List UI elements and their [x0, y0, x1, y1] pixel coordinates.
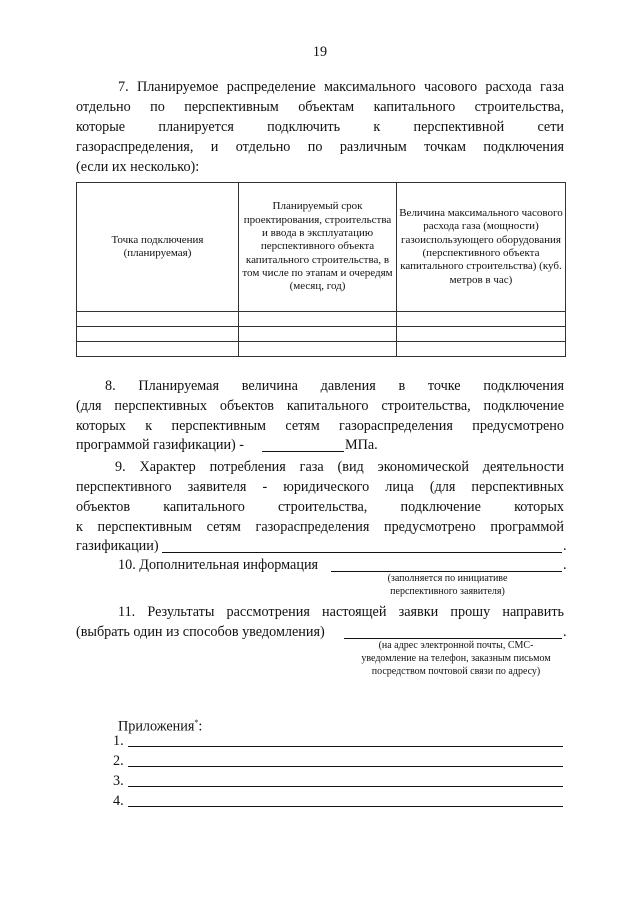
- item7-line-3: которые планируется подключить к перспективной сети: [76, 119, 564, 135]
- table-cell[interactable]: [397, 342, 566, 357]
- table-cell[interactable]: [397, 312, 566, 327]
- item9-line-1: 9. Характер потребления газа (вид экономической деятельности: [115, 459, 564, 475]
- col-header-max-gas-flow: Величина максимального часового расхода газа (мощности) газоиспользующего оборудования (перспективного объекта капитального строительства) (куб. метров в час): [397, 183, 566, 312]
- pressure-unit: МПа.: [345, 437, 378, 453]
- attachment-number: 2.: [113, 753, 124, 769]
- table-cell[interactable]: [239, 342, 397, 357]
- table-cell[interactable]: [239, 312, 397, 327]
- item7-line-5: (если их несколько):: [76, 159, 200, 175]
- table-cell[interactable]: [77, 327, 239, 342]
- attachments-title: Приложения: [118, 718, 195, 735]
- item9-line-2: перспективного заявителя - юридического лица (для перспективных: [76, 479, 564, 495]
- item8-line-1: 8. Планируемая величина давления в точке подключения: [105, 378, 564, 394]
- attachments-footnote-mark: *: [194, 718, 199, 727]
- item11-line-1: 11. Результаты рассмотрения настоящей заявки прошу направить: [118, 604, 564, 620]
- table-row: [77, 312, 566, 327]
- page-number: 19: [312, 44, 328, 60]
- item7-line-2: отдельно по перспективным объектам капитального строительства,: [76, 99, 564, 115]
- table-header-row: [77, 183, 566, 312]
- table-row: [77, 342, 566, 357]
- item8-line-2: (для перспективных объектов капитального строительства, подключение: [76, 398, 564, 414]
- attachment-field-3[interactable]: [128, 786, 563, 787]
- attachments-heading: [118, 713, 202, 737]
- gas-consumption-type-field[interactable]: [162, 552, 562, 553]
- table-row: [77, 327, 566, 342]
- table-cell[interactable]: [77, 312, 239, 327]
- item7-line-4: газораспределения, и отдельно по различным точкам подключения: [76, 139, 564, 155]
- attachments-colon: :: [198, 718, 203, 735]
- item8-line-4-prefix: программой газификации) -: [76, 437, 245, 453]
- item11-end-period: .: [563, 624, 567, 640]
- item8-line-3: которых к перспективным сетям газораспределения предусмотрено: [76, 418, 564, 434]
- item10-end-period: .: [563, 557, 567, 573]
- connection-points-table: [76, 182, 566, 357]
- item7-line-1: 7. Планируемое распределение максимального часового расхода газа: [118, 79, 564, 95]
- item11-line-2-prefix: (выбрать один из способов уведомления): [76, 624, 325, 640]
- attachment-number: 3.: [113, 773, 124, 789]
- item10-note: (заполняется по инициативе перспективного заявителя): [387, 573, 508, 597]
- attachment-number: 4.: [113, 793, 124, 809]
- col-header-planned-timeline: Планируемый срок проектирования, строительства и ввода в эксплуатацию перспективного объекта капитального строительства, в том числе по этапам и очередям (месяц, год): [239, 183, 397, 312]
- col-header-connection-point: Точка подключения (планируемая): [77, 183, 239, 312]
- attachment-field-2[interactable]: [128, 766, 563, 767]
- pressure-value-field[interactable]: [262, 451, 344, 452]
- table-cell[interactable]: [77, 342, 239, 357]
- item9-end-period: .: [563, 538, 567, 554]
- item9-line-4: к перспективным сетям газораспределения предусмотрено программой: [76, 519, 564, 535]
- table-cell[interactable]: [397, 327, 566, 342]
- attachment-number: 1.: [113, 733, 124, 749]
- attachment-field-4[interactable]: [128, 806, 563, 807]
- table-cell[interactable]: [239, 327, 397, 342]
- item9-line-5-prefix: газификации): [76, 538, 159, 554]
- item11-note: (на адрес электронной почты, СМС-уведомление на телефон, заказным письмом посредством почтовой связи по адресу): [361, 640, 551, 677]
- item10-label: 10. Дополнительная информация: [118, 557, 319, 573]
- attachment-field-1[interactable]: [128, 746, 563, 747]
- item9-line-3: объектов капитального строительства, подключение которых: [76, 499, 564, 515]
